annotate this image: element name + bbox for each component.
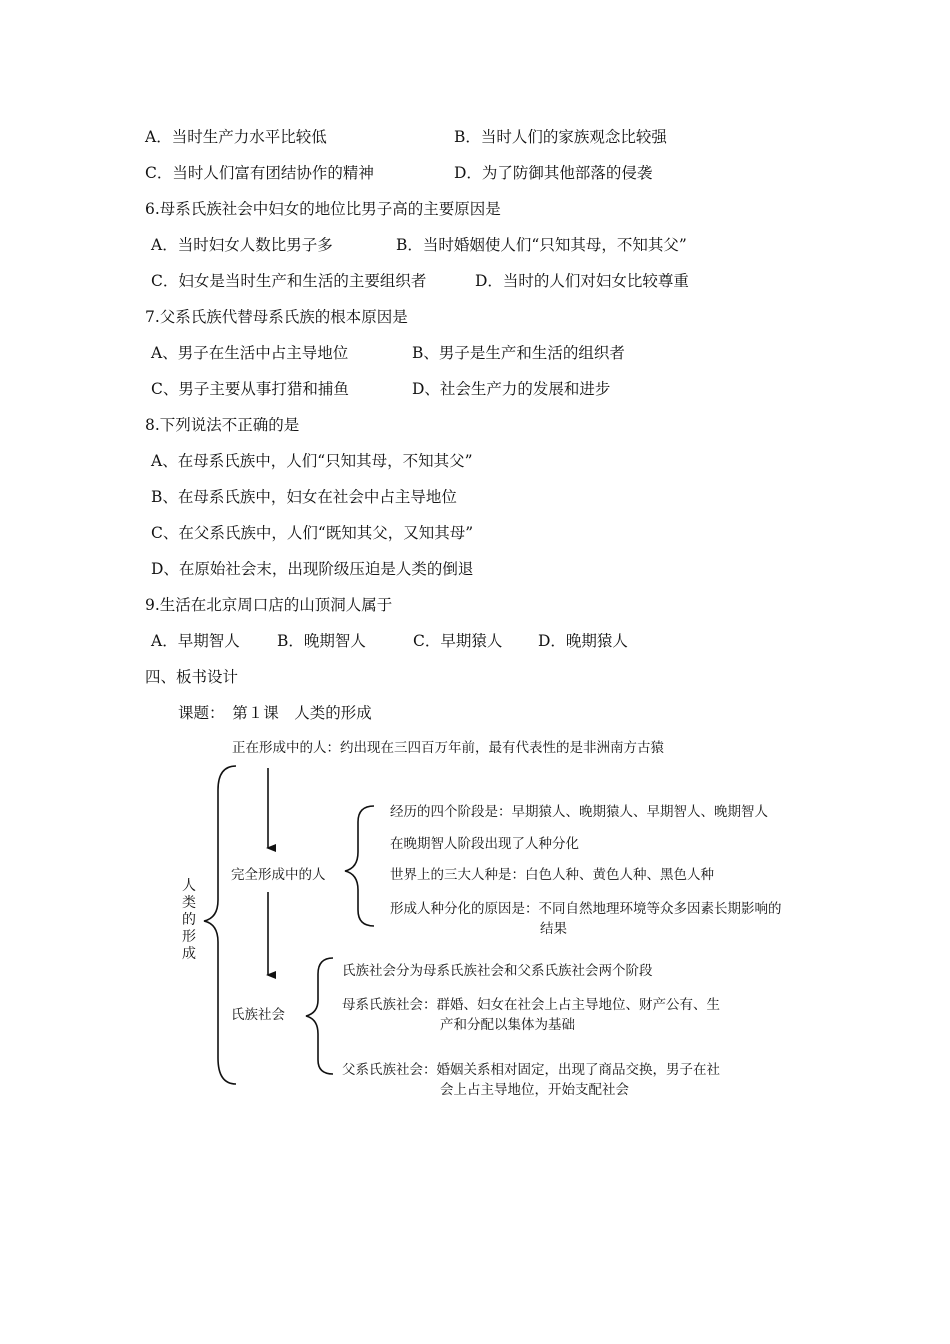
diagram-clan-detail: 母系氏族社会：群婚、妇女在社会上占主导地位、财产公有、生 [342,997,720,1013]
root-brace [204,766,236,1084]
diagram-fully-formed-detail: 在晚期智人阶段出现了人种分化 [390,836,579,852]
section-heading: 四、板书设计 [145,668,239,686]
q9-option-d: D．晚期猿人 [538,632,628,650]
diagram-clan-detail: 氏族社会分为母系氏族社会和父系氏族社会两个阶段 [342,963,653,979]
q5-option-a: A．当时生产力水平比较低 [145,128,327,146]
lesson-title: 课题： 第１课 人类的形成 [178,704,372,722]
q8-option-d: D、在原始社会末，出现阶级压迫是人类的倒退 [151,560,474,578]
q7-option-a: A、男子在生活中占主导地位 [151,344,349,362]
q6-option-b: B．当时婚姻使人们“只知其母，不知其父” [396,236,687,254]
q5-option-b: B．当时人们的家族观念比较强 [454,128,667,146]
fully-formed-brace [345,806,374,926]
q6-option-a: A．当时妇女人数比男子多 [151,236,333,254]
diagram-root-label: 人类的形成 [182,878,196,962]
diagram-fully-formed-detail: 形成人种分化的原因是：不同自然地理环境等众多因素长期影响的 [390,901,782,917]
diagram-fully-formed-detail: 结果 [540,921,567,937]
q8-option-a: A、在母系氏族中，人们“只知其母，不知其父” [151,452,473,470]
diagram-fully-formed-man: 完全形成中的人 [231,867,326,883]
diagram-clan-society: 氏族社会 [231,1007,285,1023]
diagram-fully-formed-detail: 世界上的三大人种是：白色人种、黄色人种、黑色人种 [390,867,714,883]
q9-stem: 9.生活在北京周口店的山顶洞人属于 [145,596,393,614]
diagram-clan-detail: 父系氏族社会：婚姻关系相对固定，出现了商品交换，男子在社 [342,1062,720,1078]
diagram-clan-detail: 产和分配以集体为基础 [440,1017,575,1033]
q5-option-d: D．为了防御其他部落的侵袭 [454,164,653,182]
q6-option-d: D．当时的人们对妇女比较尊重 [475,272,689,290]
q8-stem: 8.下列说法不正确的是 [145,416,300,434]
diagram-fully-formed-detail: 经历的四个阶段是：早期猿人、晚期猿人、早期智人、晚期智人 [390,804,768,820]
q5-option-c: C．当时人们富有团结协作的精神 [145,164,374,182]
q9-option-b: B．晚期智人 [277,632,366,650]
q7-option-c: C、男子主要从事打猎和捕鱼 [151,380,349,398]
q6-option-c: C．妇女是当时生产和生活的主要组织者 [151,272,427,290]
q7-stem: 7.父系氏族代替母系氏族的根本原因是 [145,308,408,326]
q8-option-b: B、在母系氏族中，妇女在社会中占主导地位 [151,488,457,506]
diagram-clan-detail: 会上占主导地位，开始支配社会 [440,1082,629,1098]
q7-option-b: B、男子是生产和生活的组织者 [412,344,625,362]
q8-option-c: C、在父系氏族中，人们“既知其父，又知其母” [151,524,474,542]
diagram-forming-man: 正在形成中的人：约出现在三四百万年前，最有代表性的是非洲南方古猿 [232,740,664,756]
q9-option-c: C．早期猿人 [413,632,503,650]
q6-stem: 6.母系氏族社会中妇女的地位比男子高的主要原因是 [145,200,501,218]
q9-option-a: A．早期智人 [151,632,240,650]
q7-option-d: D、社会生产力的发展和进步 [412,380,611,398]
clan-brace [306,958,333,1074]
